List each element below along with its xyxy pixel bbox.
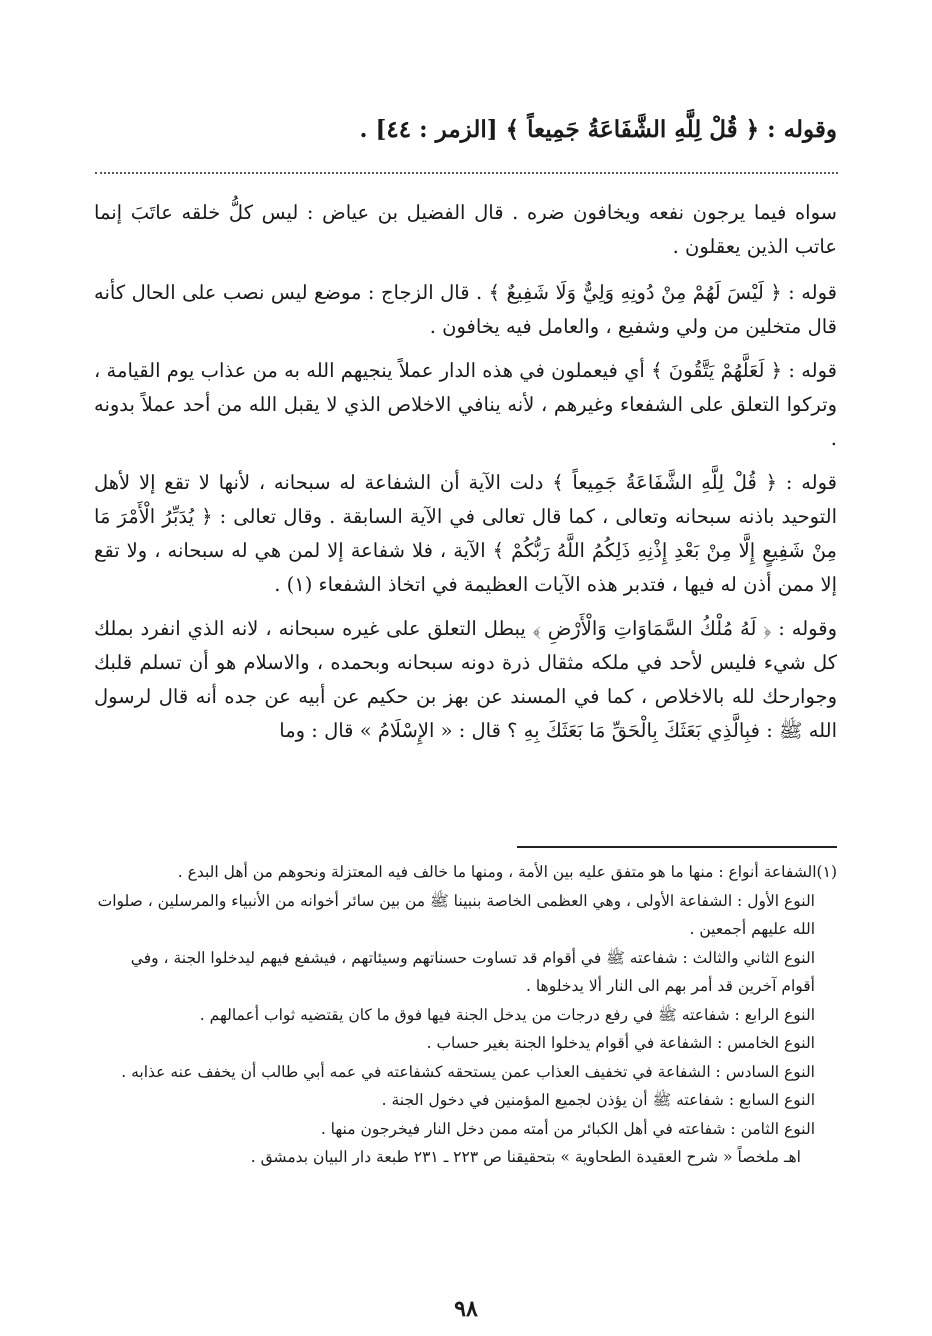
footnote-intro: (١)الشفاعة أنواع : منها ما هو متفق عليه بين الأمة ، ومنها ما خالف فيه المعتزلة ونحوهم من أهل البدع . xyxy=(177,863,837,881)
paragraph-4: قوله : ﴿ قُلْ لِلَّهِ الشَّفَاعَةُ جَمِيعاً ﴾ دلت الآية أن الشفاعة له سبحانه ، لأنها لا تقع إلا لأهل التوحيد باذنه سبحانه وتعالى ، كما قال تعالى في الآية السابقة . وقال تعالى : ﴿ يُدَبِّرُ الْأَمْرَ مَا مِنْ شَفِيعٍ إِلَّا مِنْ بَعْدِ إِذْنِهِ ذَلِكُمُ اللَّهُ رَبُّكُمْ ﴾ الآية ، فلا شفاعة إلا لمن هي له سبحانه ، ولا تقع إلا ممن أذن له فيها ، فتدبر هذه الآيات العظيمة في اتخاذ الشفعاء (١) . xyxy=(94,471,837,596)
paragraph-3: قوله : ﴿ لَعَلَّهُمْ يَتَّقُونَ ﴾ أي فيعملون في هذه الدار عملاً ينجيهم الله به من عذاب يوم القيامة ، وتركوا التعلق على الشفعاء وغيرهم ، لأنه ينافي الاخلاص الذي لا يقبل الله من أحد عملاً بدونه . xyxy=(94,359,837,450)
verse-heading: وقوله : ﴿ قُلْ لِلَّهِ الشَّفَاعَةُ جَمِيعاً ﴾ [الزمر : ٤٤] . xyxy=(359,116,837,143)
footnote-source: اهـ ملخصاً « شرح العقيدة الطحاوية » بتحقيقنا ص ٢٢٣ ـ ٢٣١ طبعة دار البيان بدمشق . xyxy=(250,1148,801,1166)
paragraph-5: وقوله : ﴿ لَهُ مُلْكُ السَّمَاوَاتِ وَالْأَرْضِ ﴾ يبطل التعلق على غيره سبحانه ، لانه الذي انفرد بملك كل شيء فليس لأحد في ملكه مثقال ذرة دونه سبحانه وبحمده ، والاسلام هو أن تسلم قلبك وجوارحك لله بالاخلاص ، كما في المسند عن بهز بن حكيم عن أبيه عن جده أنه قال لرسول الله ﷺ : فبِالَّذِي بَعَثَكَ بِالْحَقِّ مَا بَعَثَكَ بِهِ ؟ قال : « الإِسْلَامُ » قال : وما xyxy=(94,617,837,742)
footnote-type-5: النوع الخامس : الشفاعة في أقوام يدخلوا الجنة بغير حساب . xyxy=(426,1034,815,1052)
page-number: ٩٨ xyxy=(454,1296,478,1322)
main-text xyxy=(94,196,837,758)
paragraph-1: سواه فيما يرجون نفعه ويخافون ضره . قال الفضيل بن عياض : ليس كلُّ خلقه عاتَبَ إنما عاتب الذين يعقلون . xyxy=(94,201,837,258)
footnote-type-8: النوع الثامن : شفاعته في أهل الكبائر من أمته ممن دخل النار فيخرجون منها . xyxy=(320,1119,815,1138)
footnote-type-2-3: النوع الثاني والثالث : شفاعته ﷺ في أقوام قد تساوت حسناتهم وسيئاتهم ، فيشفع فيهم ليدخلوا الجنة ، وفي أقوام آخرين قد أمر بهم الى النار ألا يدخلوها . xyxy=(130,948,815,995)
footnote-type-1: النوع الأول : الشفاعة الأولى ، وهي العظمى الخاصة بنبينا ﷺ من بين سائر أخوانه من الأنبياء والمرسلين ، صلوات الله عليهم أجمعين . xyxy=(97,891,815,938)
footnotes xyxy=(94,858,837,1172)
footnote-type-6: النوع السادس : الشفاعة في تخفيف العذاب عمن يستحقه كشفاعته في عمه أبي طالب أن يخفف عنه عذابه . xyxy=(121,1062,815,1081)
paragraph-2: قوله : ﴿ لَيْسَ لَهُمْ مِنْ دُونِهِ وَلِيٌّ وَلَا شَفِيعٌ ﴾ . قال الزجاج : موضع ليس نصب على الحال كأنه قال متخلين من ولي وشفيع ، والعامل فيه يخافون . xyxy=(94,281,837,338)
footnote-type-4: النوع الرابع : شفاعته ﷺ في رفع درجات من يدخل الجنة فيها فوق ما كان يقتضيه ثواب أعمالهم . xyxy=(199,1005,815,1024)
footnote-divider xyxy=(517,846,837,848)
footnote-type-7: النوع السابع : شفاعته ﷺ أن يؤذن لجميع المؤمنين في دخول الجنة . xyxy=(381,1091,815,1109)
dotted-divider xyxy=(95,172,838,174)
